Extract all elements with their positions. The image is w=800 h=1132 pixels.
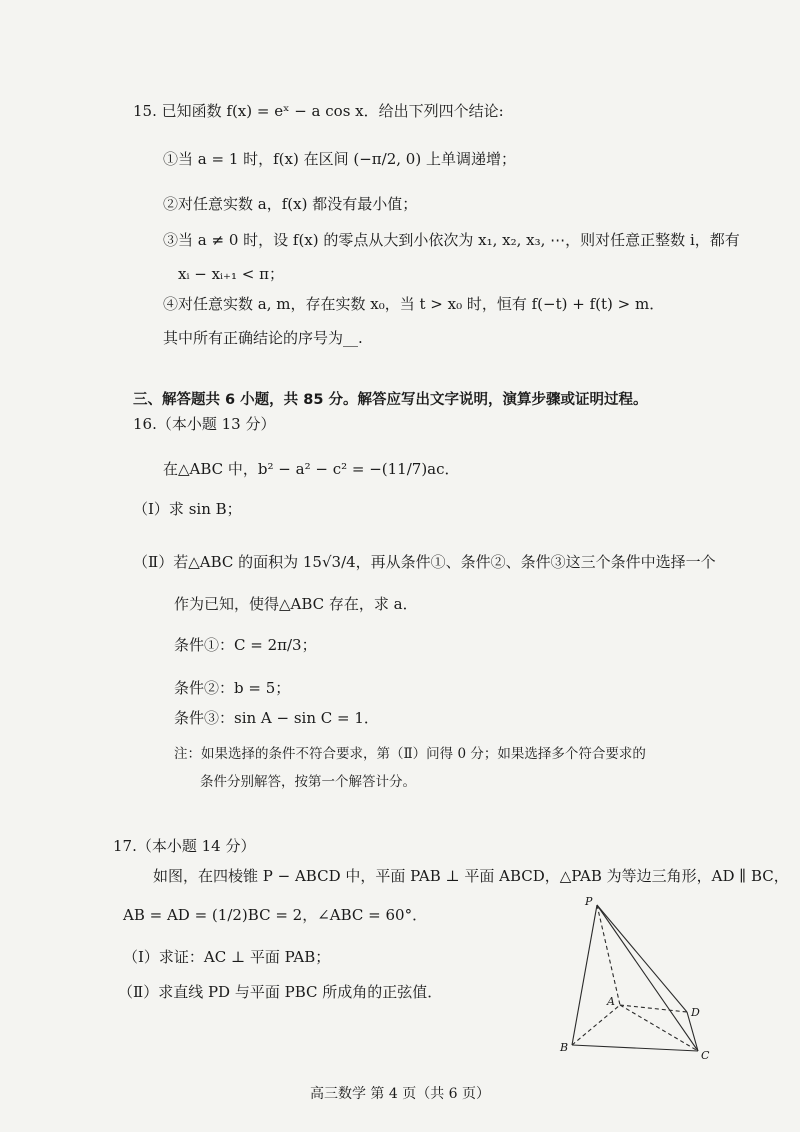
q16-condition-3: 条件③：sin A − sin C = 1． xyxy=(174,709,379,727)
q15-conclusion-3-cont: xᵢ − xᵢ₊₁ < π； xyxy=(178,265,284,283)
q15-conclusion-2: ②对任意实数 a，f(x) 都没有最小值； xyxy=(163,195,418,213)
q15-conclusion-4: ④对任意实数 a, m，存在实数 x₀，当 t > x₀ 时，恒有 f(−t) + f(t) > m． xyxy=(163,295,665,313)
q17-part-2: （Ⅱ）求直线 PD 与平面 PBC 所成角的正弦值． xyxy=(118,983,443,1001)
q16-part-2-cont: 作为已知，使得△ABC 存在，求 a． xyxy=(174,595,418,613)
q16-note: 注：如果选择的条件不符合要求，第（Ⅱ）问得 0 分；如果选择多个符合要求的 xyxy=(174,746,646,762)
q16-condition-2: 条件②：b = 5； xyxy=(174,679,291,697)
label-p: P xyxy=(585,895,593,908)
edge-pb xyxy=(572,905,597,1045)
q17-statement: 如图，在四棱锥 P − ABCD 中，平面 PAB ⊥ 平面 ABCD，△PAB 为等边三角形，AD ∥ BC， xyxy=(153,867,789,885)
q16-heading: 16.（本小题 13 分） xyxy=(133,415,276,433)
q16-given: 在△ABC 中，b² − a² − c² = −(11/7)ac． xyxy=(163,460,460,478)
edge-pc xyxy=(597,905,698,1051)
q17-statement-cont: AB = AD = (1/2)BC = 2，∠ABC = 60°． xyxy=(123,906,428,924)
label-c: C xyxy=(701,1049,710,1062)
label-a: A xyxy=(607,995,615,1008)
q15-stem: 15. 已知函数 f(x) = eˣ − a cos x．给出下列四个结论: xyxy=(133,102,504,120)
q17-heading: 17.（本小题 14 分） xyxy=(113,837,256,855)
q17-part-1: （Ⅰ）求证：AC ⊥ 平面 PAB； xyxy=(123,948,331,966)
pyramid-figure xyxy=(555,893,715,1063)
edge-ad-hidden xyxy=(620,1005,687,1012)
section-3-heading: 三、解答题共 6 小题，共 85 分。解答应写出文字说明，演算步骤或证明过程。 xyxy=(133,392,648,408)
q16-note-cont: 条件分别解答，按第一个解答计分。 xyxy=(200,774,416,790)
page-footer: 高三数学 第 4 页（共 6 页） xyxy=(309,1086,491,1102)
q15-ask: 其中所有正确结论的序号为__. xyxy=(163,329,363,347)
q16-part-1: （Ⅰ）求 sin B； xyxy=(133,500,242,518)
edge-ab-hidden xyxy=(572,1005,620,1045)
label-b: B xyxy=(560,1041,569,1054)
q16-part-2: （Ⅱ）若△ABC 的面积为 15√3/4，再从条件①、条件②、条件③这三个条件中选择一个 xyxy=(133,553,716,571)
label-d: D xyxy=(691,1006,700,1019)
edge-pa-hidden xyxy=(597,905,620,1005)
edge-bc xyxy=(572,1045,698,1051)
q16-condition-1: 条件①：C = 2π/3； xyxy=(174,636,317,654)
q15-conclusion-1: ①当 a = 1 时，f(x) 在区间 (−π/2, 0) 上单调递增； xyxy=(163,150,516,168)
q15-conclusion-3: ③当 a ≠ 0 时，设 f(x) 的零点从大到小依次为 x₁, x₂, x₃, ⋯，则对任意正整数 i，都有 xyxy=(163,231,740,249)
